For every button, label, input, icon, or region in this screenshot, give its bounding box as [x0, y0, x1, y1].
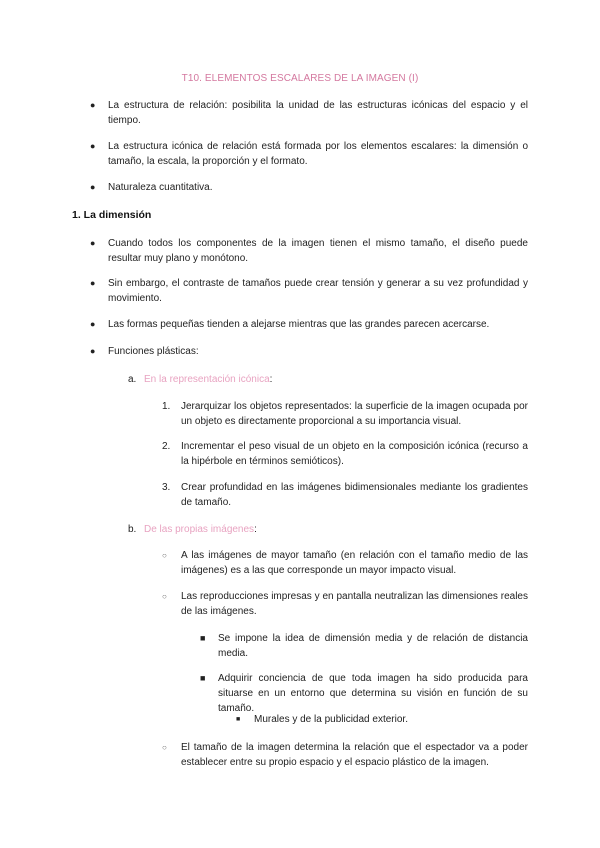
numbered-item-3: Crear profundidad en las imágenes bidimensionales mediante los gradientes de tamaño.	[181, 482, 528, 508]
numbered-marker: 3.	[162, 482, 171, 493]
section-heading: 1. La dimensión	[72, 209, 152, 221]
intro-bullet-3: Naturaleza cuantitativa.	[108, 182, 213, 193]
section-bullet-2: Sin embargo, el contraste de tamaños puede crear tensión y generar a su vez profundidad y movimiento.	[108, 278, 528, 304]
square-bullet-marker: ■	[200, 673, 206, 683]
bullet-marker: ●	[90, 346, 96, 356]
sub-b-colon: :	[254, 524, 257, 535]
bullet-marker: ●	[90, 238, 96, 248]
sub-b-heading	[144, 522, 524, 537]
sub-a-colon: :	[269, 374, 273, 385]
hollow-bullet-marker: ○	[162, 551, 167, 560]
numbered-item-1: Jerarquizar los objetos representados: la superficie de la imagen ocupada por un objeto es directamente proporcional a su importancia visual.	[181, 401, 528, 427]
intro-bullet-1: La estructura de relación: posibilita la unidad de las estructuras icónicas del espacio y el tiempo.	[108, 100, 528, 126]
hollow-bullet-marker: ○	[162, 743, 167, 752]
sub-a-marker: a.	[128, 374, 137, 385]
sub-a-heading	[144, 372, 524, 387]
bullet-marker: ●	[90, 182, 96, 192]
small-square-bullet-marker: ■	[236, 716, 241, 723]
numbered-marker: 2.	[162, 441, 171, 452]
page-title: T10. ELEMENTOS ESCALARES DE LA IMAGEN (I)	[181, 73, 419, 84]
square-bullet-marker: ■	[200, 633, 206, 643]
bullet-marker: ●	[90, 100, 96, 110]
sub-b-item-3: El tamaño de la imagen determina la relación que el espectador va a poder establecer entre su propio espacio y el espacio plástico de la imagen.	[181, 742, 528, 768]
sub-b-marker: b.	[128, 524, 137, 535]
sub-a-label: En la representación icónica	[144, 374, 270, 385]
bullet-marker: ●	[90, 278, 96, 288]
section-bullet-4: Funciones plásticas:	[108, 346, 199, 357]
numbered-item-2: Incrementar el peso visual de un objeto en la composición icónica (recurso a la hipérbole en términos semióticos).	[181, 441, 528, 467]
intro-bullet-2: La estructura icónica de relación está formada por los elementos escalares: la dimensión o tamaño, la escala, la proporción y el formato.	[108, 141, 528, 167]
bullet-marker: ●	[90, 141, 96, 151]
sub-b-item-1: A las imágenes de mayor tamaño (en relación con el tamaño medio de las imágenes) es a las que corresponde un mayor impacto visual.	[181, 550, 528, 576]
section-bullet-1: Cuando todos los componentes de la imagen tienen el mismo tamaño, el diseño puede resultar muy plano y monótono.	[108, 238, 528, 264]
deep-item: Murales y de la publicidad exterior.	[254, 714, 408, 725]
sub-b-item-2: Las reproducciones impresas y en pantalla neutralizan las dimensiones reales de las imágenes.	[181, 591, 528, 617]
hollow-bullet-marker: ○	[162, 592, 167, 601]
sub-b-label: De las propias imágenes	[144, 524, 255, 535]
nested-item-2: Adquirir conciencia de que toda imagen ha sido producida para situarse en un entorno que determina su visión en función de su tamaño.	[218, 673, 528, 714]
bullet-marker: ●	[90, 319, 96, 329]
section-bullet-3: Las formas pequeñas tienden a alejarse mientras que las grandes parecen acercarse.	[108, 319, 490, 330]
numbered-marker: 1.	[162, 401, 171, 412]
nested-item-1: Se impone la idea de dimensión media y de relación de distancia media.	[218, 633, 528, 659]
